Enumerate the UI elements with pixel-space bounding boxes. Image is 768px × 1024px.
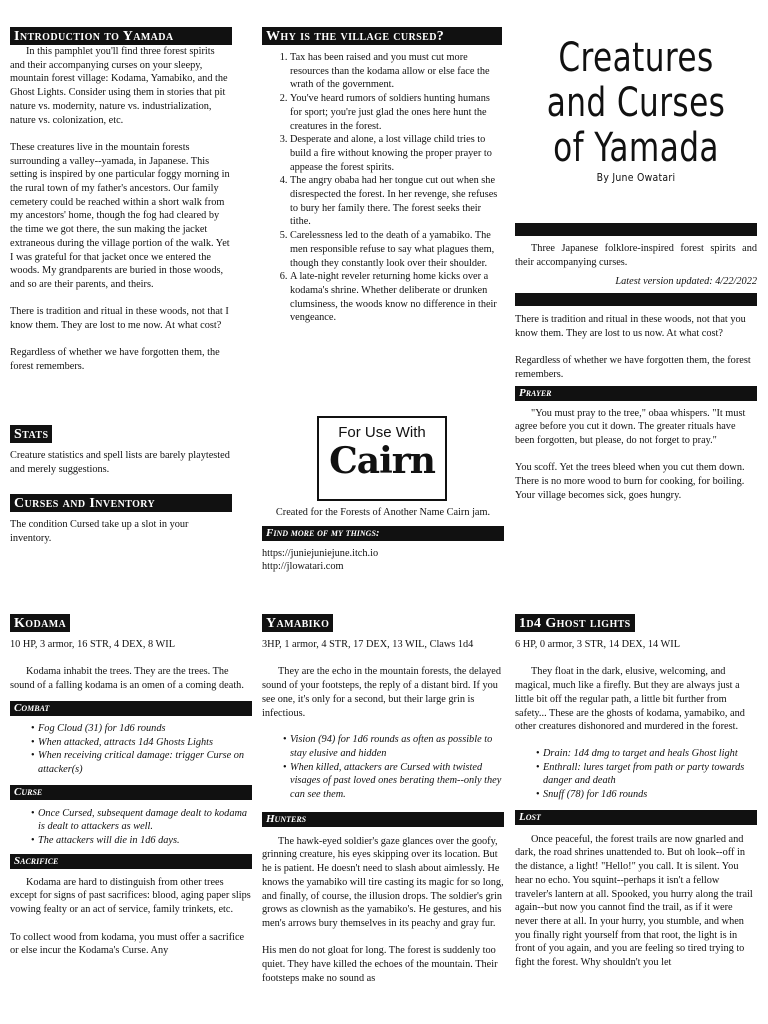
cover-title-line: and Curses <box>546 80 726 126</box>
kodama-curse-list <box>10 807 252 848</box>
yamabiko-column <box>262 614 504 985</box>
ghost-lost-header: Lost <box>515 810 757 825</box>
list-item: • Snuff (78) for 1d6 rounds <box>543 788 757 802</box>
intro-header: Introduction to Yamada <box>10 27 232 45</box>
yamabiko-stats: 3HP, 1 armor, 4 STR, 17 DEX, 13 WIL, Claws 1d4 <box>262 639 474 650</box>
intro-paragraph-4: Regardless of whether we have forgotten them, the forest remembers. <box>10 347 220 373</box>
cover-column <box>515 36 757 185</box>
list-item: • Once Cursed, subsequent damage dealt to kodama is dealt to attackers as well. <box>38 807 252 834</box>
list-item: • When attacked, attracts 1d4 Ghosts Lights <box>38 736 252 750</box>
prayer-paragraph-2: You scoff. Yet the trees bleed when you cut them down. There is no more wood to burn for cooking, for boiling. Your village becomes sick, goes hungry. <box>515 462 745 501</box>
kodama-header: Kodama <box>10 614 70 632</box>
list-item: • Enthrall: lures target from path or party towards danger and death <box>543 761 757 788</box>
curses-inventory-section <box>10 494 232 545</box>
yamabiko-hunters-paragraph-1: The hawk-eyed soldier's gaze glances over the goofy, grinning creature, his eyes skipping over its location. But he is patient. He doesn't need to slash about aimlessly. He knows the yamabiko will tire casting its magic for so long, and finally, of course, the illusion drops. The soldier's grin grows as clownish as the yamabiko's. He gestures, and his men's arrows bury themselves in its peachy and gray fur. <box>262 835 504 929</box>
why-column <box>262 27 502 325</box>
prayer-paragraph-1: "You must pray to the tree," obaa whispers. "It must agree before you cut it down. The greater rituals have been forgotten, but please, do not forget to pray." <box>515 407 746 447</box>
cover-paragraph-2: Regardless of whether we have forgotten them, the forest remembers. <box>515 355 751 380</box>
cover-updated: Latest version updated: 4/22/2022 <box>615 276 757 288</box>
cover-title <box>542 36 731 171</box>
yamabiko-hunters-paragraph-2: His men do not gloat for long. The forest is suddenly too quiet. They have killed the echoes of the mountain. Their footsteps make no sound as <box>262 945 498 984</box>
ghost-lost-paragraph: Once peaceful, the forest trails are now gnarled and dark, the road shrines unattended to. But oh look--off in the distance, a light! "Hello!" you call. It is silent. You hear no echo. You squint--perhaps it isn't a fellow traveler's lantern at all. Spooked, you hurry along the trail again--but now you cannot find the trail, as if it were never there at all. In your hurry, you stumble, and when you finally right yourself from that root, the light is in front of you again, and you are feeling so tired trying to fight the forest. Why shouldn't you let <box>515 833 753 969</box>
ghost-column <box>515 614 757 970</box>
kodama-sacrifice-paragraph-1: Kodama are hard to distinguish from other trees except for signs of past sacrifices: blood, aging paper slips vowing fealty or an act of service, family trinkets, etc. <box>10 876 251 916</box>
cover-title-line: of Yamada <box>553 125 719 171</box>
yamabiko-header: Yamabiko <box>262 614 333 632</box>
why-item: 2. You've heard rumors of soldiers hunting humans for sport; you're just glad the ones here hunt the creatures in the forest. <box>290 92 502 133</box>
list-item: • Fog Cloud (31) for 1d6 rounds <box>38 722 252 736</box>
why-item: 1. Tax has been raised and you must cut more resources than the kodama allow or else face the wrath of the government. <box>290 51 502 92</box>
list-item: • Drain: 1d4 dmg to target and heals Ghost light <box>543 747 757 761</box>
why-header: Why is the village cursed? <box>262 27 502 45</box>
ghost-header: 1d4 Ghost lights <box>515 614 635 632</box>
intro-paragraph-1: In this pamphlet you'll find three forest spirits and their accompanying curses on your sleepy, mountain forest village: Kodama, Yamabiko, and the Ghost Lights. Consider using them in stories that pit nature vs. modernity, nature vs. industrialization, nature vs. colonization, etc. <box>10 46 228 126</box>
stats-header: Stats <box>10 425 52 443</box>
kodama-stats: 10 HP, 3 armor, 16 STR, 4 DEX, 8 WIL <box>10 639 175 650</box>
link-itch[interactable]: https://juniejuniejune.itch.io <box>262 547 379 559</box>
intro-column <box>10 27 232 374</box>
list-item: • When receiving critical damage: trigger Curse on attacker(s) <box>38 749 252 776</box>
stats-text: Creature statistics and spell lists are barely playtested and merely suggestions. <box>10 450 230 475</box>
cairn-badge-top-text: For Use With <box>338 424 426 441</box>
kodama-column <box>10 614 252 958</box>
list-item: • Vision (94) for 1d6 rounds as often as possible to stay elusive and hidden <box>290 733 504 760</box>
yamabiko-hunters-header: Hunters <box>262 812 504 827</box>
cover-title-line: Creatures <box>558 35 714 81</box>
find-more-header: Find more of my things: <box>262 526 504 541</box>
cover-author: By June Owatari <box>596 171 676 184</box>
why-item: 3. Desperate and alone, a lost village child tries to build a fire without knowing the proper prayer to appease the forest spirits. <box>290 133 502 174</box>
kodama-sacrifice-header: Sacrifice <box>10 854 252 869</box>
kodama-combat-header: Combat <box>10 701 252 716</box>
intro-paragraph-2: These creatures live in the mountain forests surrounding a valley--yamada, in Japanese. This setting is inspired by one particular foggy morning in the rural town of my father's ancestors. Our family cemetery could be reached within a short walk from my ancestors' home, though the fog had cleared by the time we got there, the sun making the jacket extraneous during the village portion of the walk. Yet I was grateful for that jacket once we entered the woods. My grandparents are buried in those woods, and so are their parents, and theirs. <box>10 141 230 290</box>
cover-tagline: Three Japanese folklore-inspired forest spirits and their accompanying curses. <box>515 243 757 268</box>
yamabiko-description: They are the echo in the mountain forests, the delayed sound of your footsteps, the reply of a distant bird. If you see one, it's only for a second, but their large grin is infectious. <box>262 666 502 719</box>
stats-section <box>10 425 232 476</box>
ghost-list <box>515 747 757 802</box>
intro-paragraph-3: There is tradition and ritual in these woods, not that I know them. They are lost to me now. At what cost? <box>10 306 229 332</box>
link-site[interactable]: http://jlowatari.com <box>262 561 344 573</box>
cover-paragraph-1: There is tradition and ritual in these woods, not that you know them. They are lost to us now. At what cost? <box>515 314 746 339</box>
cairn-badge <box>317 416 447 501</box>
curses-inventory-text: The condition Cursed take up a slot in your inventory. <box>10 519 189 544</box>
why-item: 4. The angry obaba had her tongue cut out when she disrespected the forest. In her revenge, she refuses to bury her family there. The forest seeks their tithe. <box>290 174 502 229</box>
kodama-description: Kodama inhabit the trees. They are the trees. The sound of a falling kodama is an omen of a coming death. <box>10 666 244 692</box>
yamabiko-list <box>262 733 504 802</box>
kodama-curse-header: Curse <box>10 785 252 800</box>
kodama-sacrifice-paragraph-2: To collect wood from kodama, you must offer a sacrifice or else incur the Kodama's Curse. Any <box>10 931 245 957</box>
ghost-description: They float in the dark, elusive, welcoming, and magical, much like a firefly. But they are always just a little bit off the regular path, a little bit further from safety... These are the ghosts of kodama, yamabiko, and other creatures dishonored and murdered in the forest. <box>515 666 745 733</box>
cairn-badge-word: Cairn <box>329 439 435 482</box>
kodama-combat-list <box>10 722 252 777</box>
ghost-stats: 6 HP, 0 armor, 3 STR, 14 DEX, 14 WIL <box>515 639 680 650</box>
cover-body <box>515 223 757 503</box>
list-item: • When killed, attackers are Cursed with twisted visages of past loved ones berating them--only they can see them. <box>290 761 504 802</box>
credits-section <box>262 506 504 574</box>
list-item: • The attackers will die in 1d6 days. <box>38 834 252 848</box>
why-item: 6. A late-night reveler returning home kicks over a kodama's shrine. Whether deliberate or drunken clumsiness, the woods know no difference in their vengeance. <box>290 270 502 325</box>
curses-inventory-header: Curses and Inventory <box>10 494 232 512</box>
credits-text: Created for the Forests of Another Name Cairn jam. <box>275 507 491 518</box>
divider-bar <box>515 223 757 236</box>
why-list <box>262 51 502 325</box>
divider-bar <box>515 293 757 306</box>
why-item: 5. Carelessness led to the death of a yamabiko. The men responsible refuse to say what plagues them, though they constantly look over their shoulder. <box>290 229 502 270</box>
prayer-header: Prayer <box>515 386 757 401</box>
